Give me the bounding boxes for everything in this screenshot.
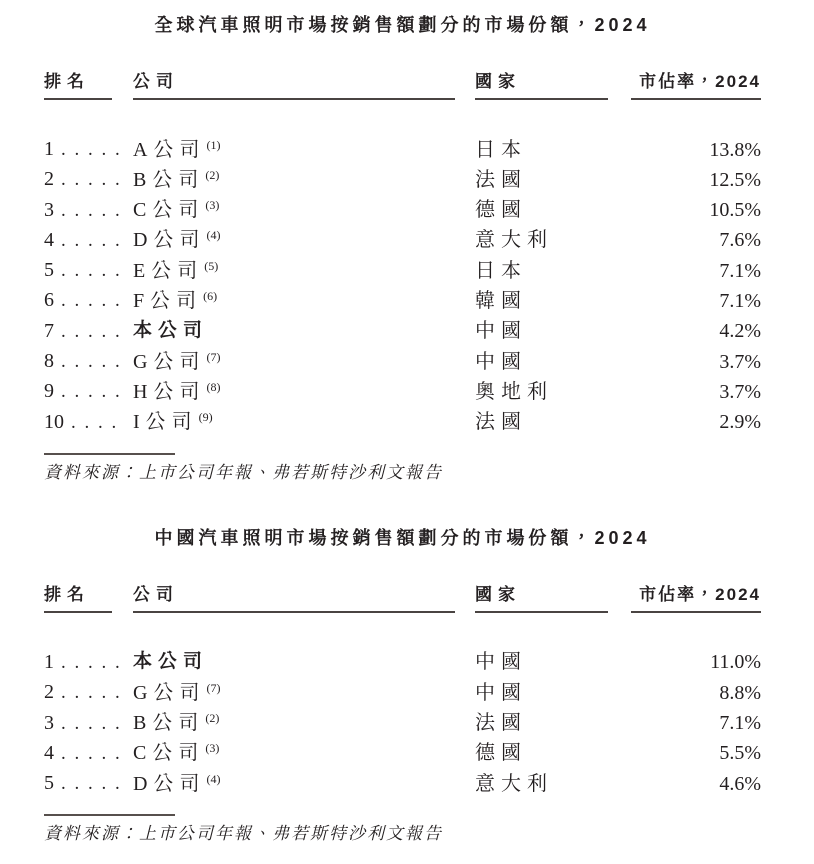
rank-cell (44, 225, 133, 256)
company-cell (133, 769, 475, 799)
market-share-table-china (44, 527, 761, 844)
leader-dots: . . . . (71, 411, 119, 433)
column-header-country: 國家 (475, 585, 631, 613)
column-header-share: 市佔率，2024 (631, 72, 761, 100)
rank-number: 3 (44, 198, 54, 221)
share-cell: 7.1% (719, 712, 761, 735)
share-cell: 13.8% (709, 138, 761, 161)
company-cell (133, 135, 475, 165)
footnote-marker: (8) (206, 379, 221, 394)
country-cell: 意大利 (475, 229, 553, 252)
rank-number: 1 (44, 138, 54, 160)
company-name: G公司 (133, 350, 206, 373)
leader-dots: . . . . . (61, 773, 122, 795)
rank-cell (44, 164, 133, 195)
country-cell: 法國 (475, 411, 527, 434)
country-cell: 日本 (475, 259, 527, 282)
rank-cell (44, 255, 133, 286)
share-cell: 4.2% (719, 320, 761, 343)
company-cell (133, 256, 475, 286)
company-cell (133, 377, 475, 407)
table-row (44, 285, 761, 315)
country-cell: 中國 (475, 320, 527, 343)
company-cell (133, 678, 475, 708)
leader-dots: . . . . . (61, 651, 122, 673)
table-row (44, 346, 761, 376)
table-row (44, 134, 761, 164)
table-row (44, 376, 761, 406)
share-cell: 2.9% (719, 411, 761, 434)
footnote-marker: (7) (206, 680, 221, 695)
country-cell: 中國 (475, 681, 527, 704)
company-name: 本公司 (133, 651, 209, 673)
company-name: C公司 (133, 742, 205, 765)
footnote-marker: (4) (206, 771, 221, 786)
share-cell: 3.7% (719, 380, 761, 403)
company-name: B公司 (133, 712, 205, 735)
rank-number: 10 (44, 410, 64, 433)
source-text: 資料來源：上市公司年報、弗若斯特沙利文報告 (44, 462, 443, 482)
leader-dots: . . . . . (61, 381, 122, 403)
footnote-marker: (5) (204, 258, 219, 273)
company-name: C公司 (133, 199, 205, 222)
column-header-company: 公司 (133, 72, 475, 100)
company-cell (133, 225, 475, 255)
footnote-marker: (9) (198, 410, 213, 425)
country-cell: 法國 (475, 168, 527, 191)
table-body (44, 134, 761, 437)
rank-number: 2 (44, 681, 54, 704)
leader-dots: . . . . . (61, 320, 122, 342)
column-header-rank: 排名 (44, 72, 133, 100)
column-header-country: 國家 (475, 72, 631, 100)
rank-cell (44, 768, 133, 799)
company-name: E公司 (133, 259, 204, 282)
table-row (44, 255, 761, 285)
rank-number: 2 (44, 168, 54, 191)
column-header-share: 市佔率，2024 (631, 585, 761, 613)
rank-number: 5 (44, 259, 54, 282)
table-row-our-company (44, 316, 761, 346)
share-cell: 4.6% (719, 772, 761, 795)
company-name: G公司 (133, 681, 206, 704)
country-cell: 日本 (475, 138, 527, 161)
source-divider (44, 814, 175, 816)
table-row (44, 738, 761, 768)
company-cell (133, 286, 475, 316)
leader-dots: . . . . . (61, 351, 122, 373)
table-title: 中國汽車照明市場按銷售額劃分的市場份額，2024 (154, 527, 651, 548)
country-cell: 德國 (475, 199, 527, 222)
table-row (44, 708, 761, 738)
company-cell (133, 738, 475, 768)
table-row (44, 407, 761, 437)
rank-cell (44, 285, 133, 316)
rank-cell (44, 738, 133, 769)
leader-dots: . . . . . (61, 742, 122, 764)
company-name: H公司 (133, 380, 206, 403)
table-title: 全球汽車照明市場按銷售額劃分的市場份額，2024 (154, 15, 651, 35)
table-header-row (44, 585, 761, 613)
table-row (44, 225, 761, 255)
country-cell: 韓國 (475, 289, 527, 312)
rank-number: 9 (44, 380, 54, 403)
rank-cell (44, 346, 133, 377)
table-body (44, 647, 761, 798)
company-name: A公司 (133, 138, 206, 161)
company-cell (133, 407, 475, 437)
rank-number: 1 (44, 650, 54, 673)
rank-number: 3 (44, 711, 54, 734)
country-cell: 中國 (475, 651, 527, 674)
country-cell: 中國 (475, 350, 527, 373)
share-cell: 10.5% (709, 199, 761, 222)
company-cell (133, 316, 475, 346)
company-cell (133, 195, 475, 225)
share-cell: 12.5% (709, 168, 761, 191)
company-name: I公司 (133, 411, 198, 434)
table-row-our-company (44, 647, 761, 677)
company-name: D公司 (133, 772, 206, 795)
leader-dots: . . . . . (61, 169, 122, 191)
company-cell (133, 165, 475, 195)
share-cell: 3.7% (719, 350, 761, 373)
leader-dots: . . . . . (61, 199, 122, 221)
table-row (44, 195, 761, 225)
footnote-marker: (2) (205, 167, 220, 182)
rank-number: 4 (44, 228, 54, 251)
source-divider (44, 453, 175, 455)
country-cell: 法國 (475, 712, 527, 735)
leader-dots: . . . . . (61, 712, 122, 734)
rank-number: 4 (44, 741, 54, 764)
column-header-company: 公司 (133, 585, 475, 613)
market-share-table-global (44, 14, 761, 483)
rank-cell (44, 376, 133, 407)
rank-cell (44, 134, 133, 165)
share-cell: 8.8% (719, 681, 761, 704)
column-header-rank: 排名 (44, 585, 133, 613)
source-note (44, 814, 761, 844)
company-cell (133, 647, 475, 677)
rank-cell (44, 708, 133, 739)
company-name: 本公司 (133, 320, 209, 342)
rank-number: 7 (44, 319, 54, 342)
source-note (44, 453, 761, 483)
table-row (44, 164, 761, 194)
country-cell: 德國 (475, 742, 527, 765)
leader-dots: . . . . . (61, 290, 122, 312)
country-cell: 意大利 (475, 772, 553, 795)
rank-number: 8 (44, 350, 54, 373)
rank-cell (44, 195, 133, 226)
leader-dots: . . . . . (61, 139, 122, 160)
footnote-marker: (4) (206, 228, 221, 243)
table-row (44, 677, 761, 707)
rank-cell (44, 316, 133, 347)
footnote-marker: (3) (205, 741, 220, 756)
leader-dots: . . . . . (61, 260, 122, 282)
company-name: F公司 (133, 289, 203, 312)
share-cell: 7.6% (719, 229, 761, 252)
leader-dots: . . . . . (61, 229, 122, 251)
share-cell: 7.1% (719, 259, 761, 282)
share-cell: 5.5% (719, 742, 761, 765)
company-name: D公司 (133, 229, 206, 252)
country-cell: 奧地利 (475, 380, 553, 403)
rank-number: 5 (44, 772, 54, 795)
table-row (44, 768, 761, 798)
table-header-row (44, 72, 761, 100)
company-cell (133, 708, 475, 738)
footnote-marker: (3) (205, 198, 220, 213)
source-text: 資料來源：上市公司年報、弗若斯特沙利文報告 (44, 824, 443, 844)
rank-cell (44, 677, 133, 708)
footnote-marker: (7) (206, 349, 221, 364)
footnote-marker: (6) (203, 288, 218, 303)
rank-cell (44, 407, 133, 438)
share-cell: 7.1% (719, 289, 761, 312)
rank-number: 6 (44, 289, 54, 312)
rank-cell (44, 647, 133, 678)
footnote-marker: (1) (206, 137, 221, 152)
share-cell: 11.0% (710, 651, 761, 674)
company-cell (133, 347, 475, 377)
footnote-marker: (2) (205, 711, 220, 726)
company-name: B公司 (133, 168, 205, 191)
leader-dots: . . . . . (61, 682, 122, 704)
